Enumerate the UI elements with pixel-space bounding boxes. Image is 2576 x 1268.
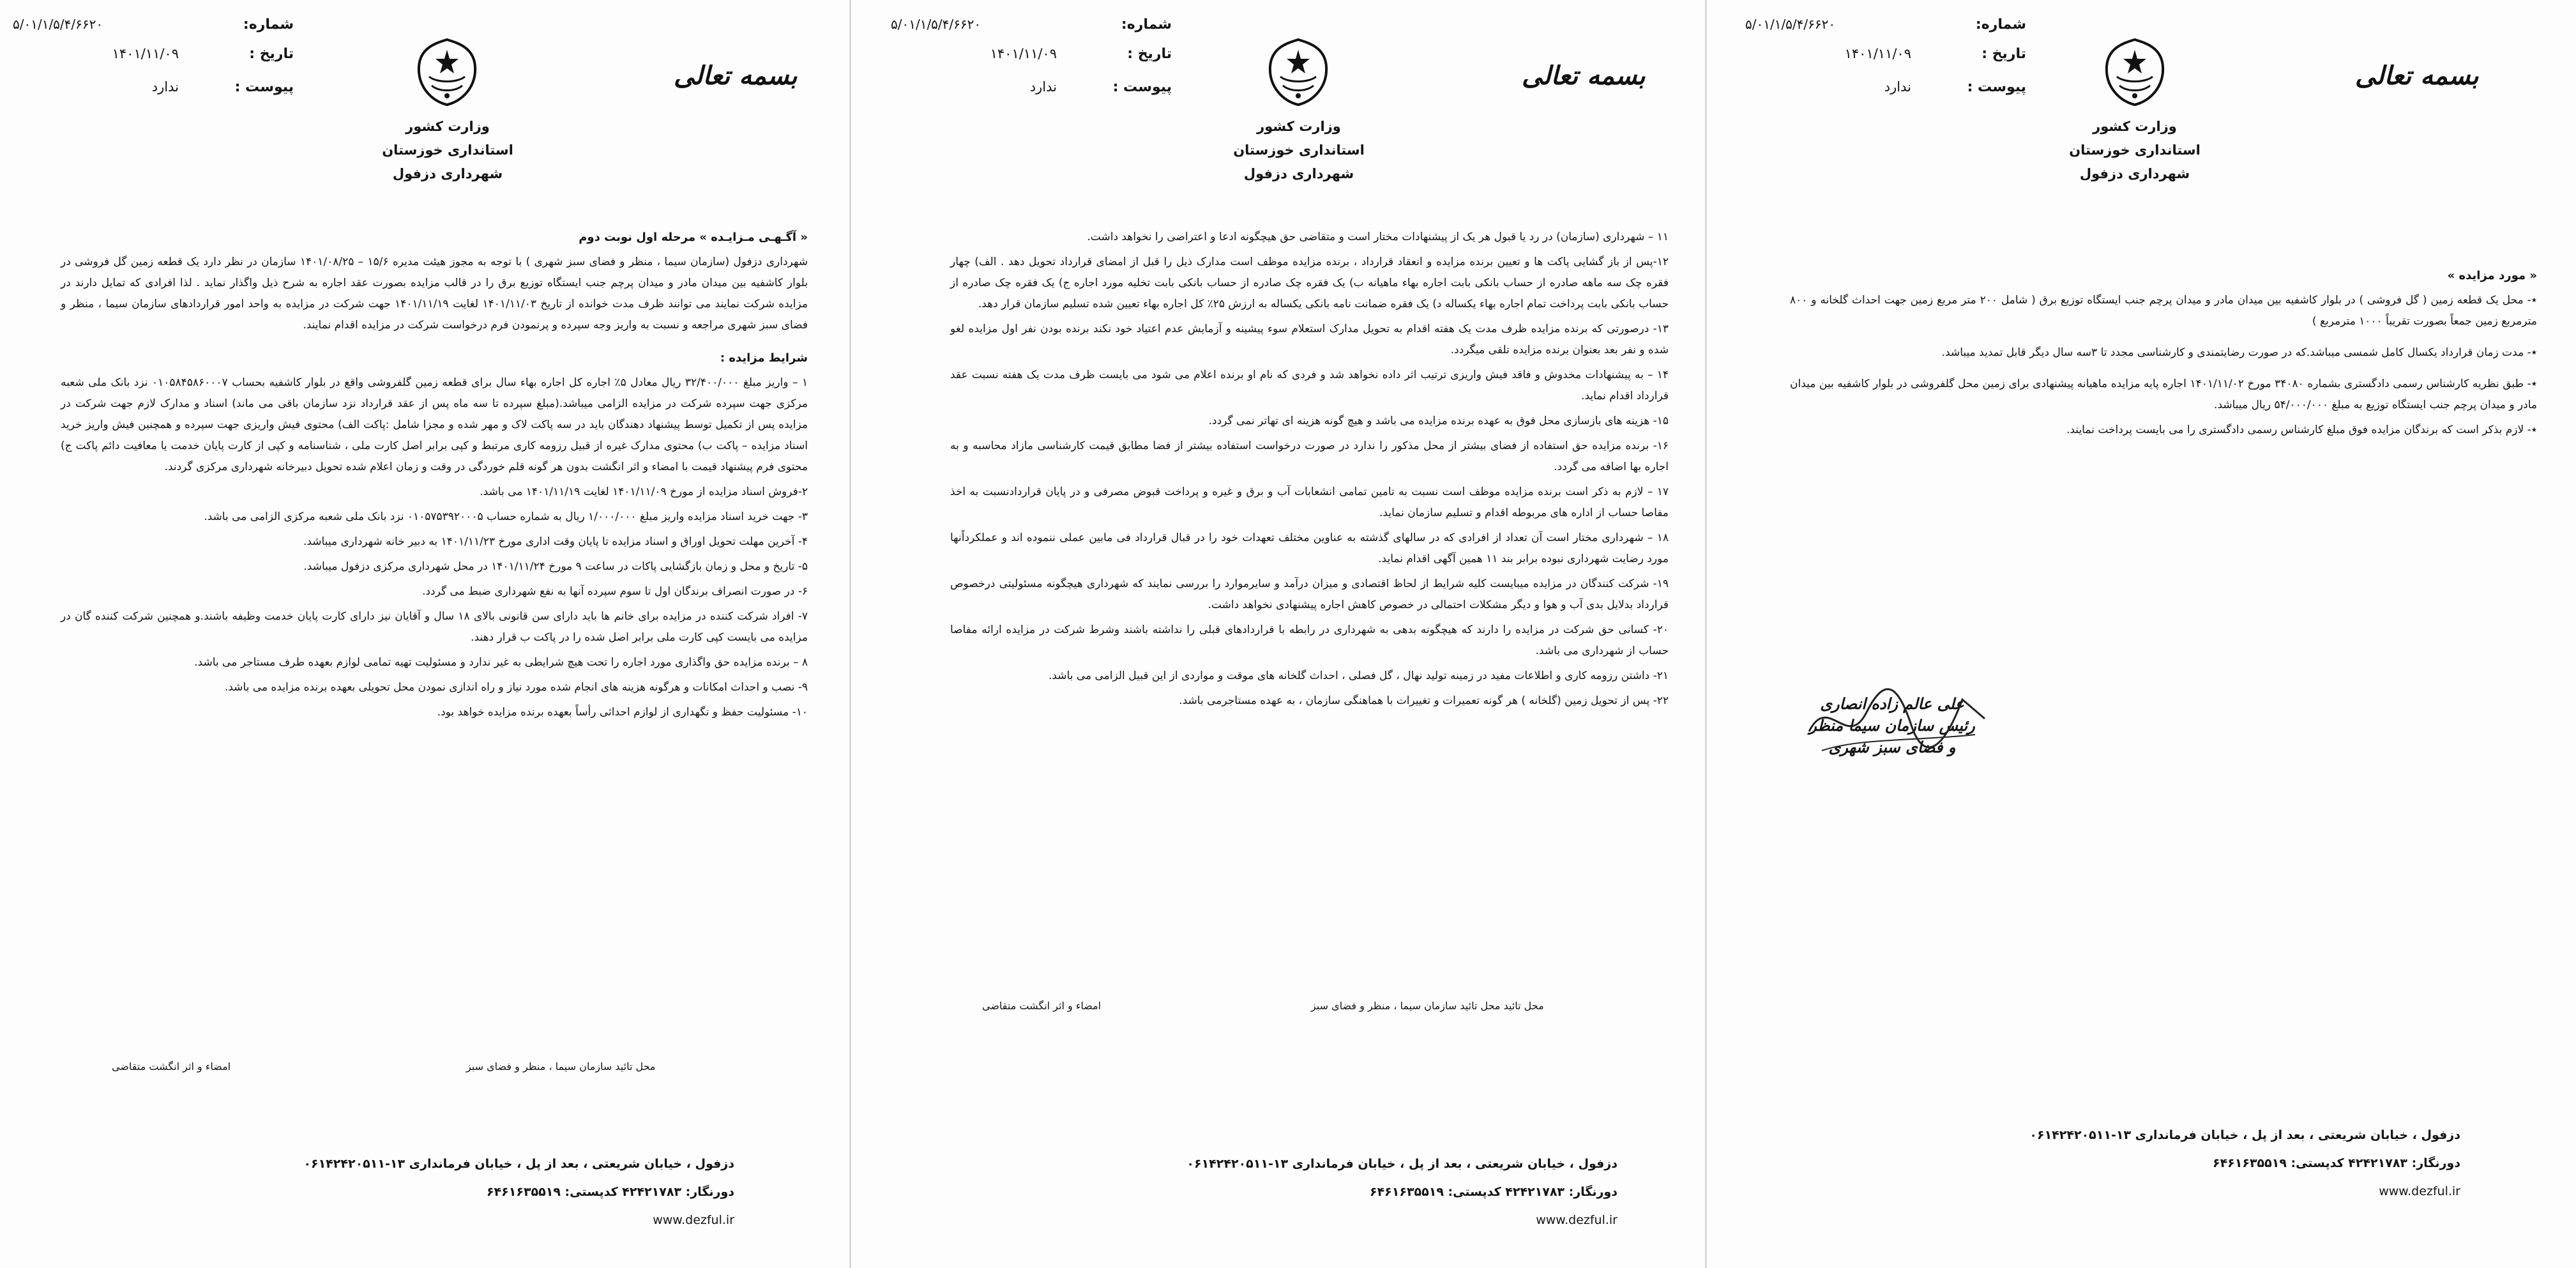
notice-body: [1790, 265, 2537, 445]
ministry-line: شهرداری دزفول: [2079, 166, 2190, 181]
municipality-emblem-icon: [2103, 37, 2167, 107]
number-label: شماره:: [1975, 16, 2026, 33]
notice-heading: « آگـهـی مـزایـده » مرحله اول نوبت دوم: [579, 231, 808, 244]
condition-item: ۱ – واریز مبلغ ۳۲/۴۰۰/۰۰۰ ریال معادل ۵٪ اجاره کل اجاره بهاء سال برای قطعه زمین گلفروشی واقع در بلوار کاشفیه بحساب ۰۱۰۵۸۴۵۸۶۰۰۰۷ نزد بانک ملی شعبه مرکزی جهت سپرده شرکت در مزایده الزامی میباشد.(مبلغ سپرده تا سه ماه پس از عقد قرارداد نزد سازمان باقی می ماند) اسناد و مدارک لازم جهت شرکت در مزایده پس از تکمیل توسط پیشنهاد دهندگان باید در سه پاکت لاک و مهر شده و مجزا شامل :پاکت الف) محتوی فیش واریزی جهت سپرده و همچنین فیش واریز خرید اسناد مزایده – پاکت ب) محتوی مدارک غیره از قبیل رزومه کاری مرتبط و کپی برابر اصل کارت ملی ، شناسنامه و کپی از کارت پایان خدمت یا معافیت دائم پاکت ج) محتوی فرم پیشنهاد قیمت با امضاء و اثر انگشت بدون هر گونه قلم خوردگی در وقت و زمان اعلام شده تحویل دبیرخانه شهرداری مرکزی گردند.: [61, 376, 808, 473]
date-label: تاریخ :: [1127, 45, 1172, 62]
reference-number: ۵/۰۱/۱/۵/۴/۶۶۲۰: [1745, 17, 1836, 32]
subject-item: ٭- طبق نظریه کارشناس رسمی دادگستری بشماره ۳۴۰۸۰ مورخ ۱۴۰۱/۱۱/۰۲ اجاره پایه مزایده ماهیانه پیشنهادی برای زمین محل گلفروشی در بلوار کاشفیه بین میدان مادر و میدان پرچم جنب ایستگاه توزیع به مبلغ ۵۴/۰۰۰/۰۰۰ ریال میباشد.: [1790, 378, 2537, 411]
footer-address: دزفول ، خیابان شریعتی ، بعد از پل ، خیابان فرمانداری ۱۳-۰۶۱۴۲۴۲۰۵۱۱: [303, 1157, 734, 1171]
applicant-signature-place: امضاء و اثر انگشت متقاضی: [982, 1000, 1102, 1012]
date-value: ۱۴۰۱/۱۱/۰۹: [1844, 46, 1911, 61]
meta-attach-row: [13, 70, 294, 103]
ministry-block: [368, 115, 527, 186]
meta-number-row: [891, 11, 1172, 37]
condition-item: ۱۹- شرکت کنندگان در مزایده میبایست کلیه شرایط از لحاظ اقتصادی و میزان درآمد و سایرموارد را بررسی نمایند که شهرداری هیچگونه مسئولیتی درخصوص قرارداد بدلایل بدی آب و هوا و دیگر مشکلات احتمالی در خصوص کاهش اجاره پیشنهادی نخواهد داشت.: [950, 577, 1669, 611]
number-label: شماره:: [243, 16, 294, 33]
condition-item: ۹- نصب و احداث امکانات و هرگونه هزینه های انجام شده مورد نیاز و راه اندازی نمودن محل تحویلی بعهده برنده مزایده می باشد.: [224, 681, 808, 694]
meta-attach-row: [1745, 70, 2026, 103]
date-label: تاریخ :: [249, 45, 294, 62]
condition-item: ۱۴ – به پیشنهادات مخدوش و فاقد فیش واریزی ترتیب اثر داده نخواهد شد و فردی که نام او برنده اعلام می شود می بایست ظرف مدت یک هفته نسبت عقد قرارداد اقدام نماید.: [950, 369, 1669, 402]
condition-item: ۲۱- داشتن رزومه کاری و اطلاعات مفید در زمینه تولید نهال ، گل فصلی ، احداث گلخانه های موقت و مواردی از این قبیل الزامی می باشد.: [1048, 669, 1669, 682]
meta-attach-row: [891, 70, 1172, 103]
basmala: بسمه تعالی: [674, 61, 798, 91]
subject-item: ٭- لازم بذکر است که برندگان مزایده فوق مبلغ کارشناس رسمی دادگستری را می بایست پرداخت نمایند.: [2066, 424, 2537, 436]
condition-item: ۱۳- درصورتی که برنده مزایده ظرف مدت یک هفته اقدام به تحویل مدارک استعلام سوء پیشینه و آزمایش عدم اعتیاد خود نکند برنده بودن نفر اول مزایده لغو شده و نفر بعد بعنوان برنده مزایده تلقی میگردد.: [950, 323, 1669, 356]
condition-item: ۷- افراد شرکت کننده در مزایده برای خانم ها باید دارای سن قانونی بالای ۱۸ سال و آقایان نیز دارای کارت پایان خدمت وظیفه باشند.و همچنین شرکت کننده گان در مزایده می بایست کپی کارت ملی برابر اصل شده را در پاکت ب قرار دهند.: [61, 610, 808, 644]
reference-number: ۵/۰۱/۱/۵/۴/۶۶۲۰: [891, 17, 981, 32]
condition-item: ۱۱ – شهرداری (سازمان) در رد یا قبول هر یک از پیشنهادات مختار است و متقاضی حق هیچگونه ادعا و اعتراضی را نخواهد داشت.: [1087, 231, 1669, 243]
attachment-label: پیوست :: [1112, 79, 1172, 95]
ministry-line: وزارت کشور: [1257, 119, 1341, 134]
footer-website: www.dezful.ir: [2379, 1184, 2460, 1198]
basmala: بسمه تعالی: [1522, 61, 1646, 91]
condition-item: ۵- تاریخ و محل و زمان بازگشایی پاکات در ساعت ۹ مورخ ۱۴۰۱/۱۱/۲۴ در محل شهرداری مرکزی دزفول میباشد.: [303, 560, 808, 573]
meta-number-row: [13, 11, 294, 37]
footer-address: دزفول ، خیابان شریعتی ، بعد از پل ، خیابان فرمانداری ۱۳-۰۶۱۴۲۴۲۰۵۱۱: [2029, 1128, 2460, 1142]
ministry-line: وزارت کشور: [2093, 119, 2177, 134]
attachment-value: ندارد: [1884, 79, 1911, 95]
condition-item: ۱۵- هزینه های بازسازی محل فوق به عهده برنده مزایده می باشد و هیچ گونه هزینه ای تهاتر نمی گردد.: [1208, 415, 1669, 427]
date-value: ۱۴۰۱/۱۱/۰۹: [112, 46, 179, 61]
condition-item: ۸ – برنده مزایده حق واگذاری مورد اجاره را تحت هیچ شرایطی به غیر ندارد و مسئولیت تهیه تمامی لوازم بعهده طرف مستاجر می باشد.: [194, 656, 808, 669]
condition-item: ۶- در صورت انصراف برندگان اول تا سوم سپرده آنها به نفع شهرداری ضبط می گردد.: [422, 585, 808, 598]
page-footer: [1056, 1150, 1618, 1234]
footer-address: دزفول ، خیابان شریعتی ، بعد از پل ، خیابان فرمانداری ۱۳-۰۶۱۴۲۴۲۰۵۱۱: [1186, 1157, 1618, 1171]
date-value: ۱۴۰۱/۱۱/۰۹: [990, 46, 1057, 61]
page-1: [0, 0, 849, 1268]
condition-item: ۱۶- برنده مزایده حق استفاده از فضای بیشتر از محل مذکور را ندارد در صورت درخواست استفاده بیشتر از فضا مطابق قیمت کارشناسی مازاد محاسبه و به اجاره بها اضافه می گردد.: [950, 439, 1669, 473]
handwritten-signature-icon: [1803, 674, 1994, 770]
notice-body: [61, 227, 808, 727]
condition-item: ۱۸ – شهرداری مختار است آن تعداد از افرادی که در سالهای گذشته به عناوین مختلف تعهدات خود را در قبال قرارداد فی مابین عملی ننموده اند و عملکرداًنها مورد رضایت شهرداری نبوده برابر بند ۱۱ همین آگهی اقدام نماید.: [950, 531, 1669, 565]
subject-item: ٭- مدت زمان قرارداد یکسال کامل شمسی میباشد.که در صورت رضایتمندی و کارشناسی مجدد تا ۳سه سال دیگر قابل تمدید میباشد.: [1941, 346, 2537, 359]
number-label: شماره:: [1121, 16, 1172, 33]
footer-website: www.dezful.ir: [1536, 1213, 1618, 1227]
date-label: تاریخ :: [1981, 45, 2026, 62]
attachment-label: پیوست :: [234, 79, 294, 95]
letter-meta: [13, 11, 294, 103]
ministry-line: شهرداری دزفول: [1243, 166, 1354, 181]
signatory-title: و فضای سبز شهری: [1828, 738, 1956, 756]
condition-item: ۱۲-پس از باز گشایی پاکت ها و تعیین برنده مزایده و انعقاد قرارداد ، برنده مزایده موظف است مدارک ذیل را قبل از امضای قرارداد تحویل دهد . الف) چهار فقره چک سه ماهه صادره از حساب بانکی بابت اجاره بهاء ماهیانه ب) یک فقره چک صادره از حساب بانکی بابت تخلیه مورد اجاره ج) یک فقره چک صادره از حساب بانکی بابت پرداخت تمام اجاره بهاء یکساله د) یک فقره ضمانت نامه بانکی یکساله به ارزش ۲۵٪ کل اجاره بهاء تعیین شده تسلیم سازمان قرار دهد.: [950, 256, 1669, 310]
municipality-emblem-icon: [415, 37, 479, 107]
footer-website: www.dezful.ir: [653, 1213, 734, 1227]
meta-date-row: [1745, 37, 2026, 70]
footer-fax: دورنگار: ۴۲۴۲۱۷۸۳ کدپستی: ۶۴۶۱۶۳۵۵۱۹: [2212, 1156, 2460, 1170]
footer-fax: دورنگار: ۴۲۴۲۱۷۸۳ کدپستی: ۶۴۶۱۶۳۵۵۱۹: [486, 1185, 734, 1199]
signatory-title: رئیس سازمان سیما منظر: [1809, 716, 1975, 735]
ministry-block: [1219, 115, 1379, 186]
attachment-label: پیوست :: [1967, 79, 2026, 95]
attachment-value: ندارد: [151, 79, 179, 95]
ministry-block: [2055, 115, 2215, 186]
notice-intro: شهرداری دزفول (سازمان سیما ، منظر و فضای سبز شهری ) با توجه به مجوز هیئت مدیره ۱۵/۶ – ۱۴۰۱/۰۸/۲۵ سازمان در نظر دارد یک قطعه زمین گل فروشی در بلوار کاشفیه بین میدان مادر و میدان پرچم جنب ایستگاه توزیع برق را در قالب مزایده بصورت عقد اجاره به شرح ذیل واگذار نماید . لذا افرادی که تمایل دارند در مزایده شرکت نمایند می توانند ظرف مدت خوانده از تاریخ ۱۴۰۱/۱۱/۰۳ لغایت ۱۴۰۱/۱۱/۱۹ جهت شرکت در مزایده به واحد امور قراردادهای سازمان سیما ، منظر و فضای سبز شهری مراجعه و نسبت به واریز وجه سپرده و پرنمودن فرم درخواست شرکت در مزایده اقدام نمایند.: [61, 256, 808, 332]
applicant-signature-place: امضاء و اثر انگشت متقاضی: [112, 1060, 231, 1073]
letter-meta: [891, 11, 1172, 103]
letter-meta: [1745, 11, 2026, 103]
meta-date-row: [13, 37, 294, 70]
ministry-line: استانداری خوزستان: [1233, 142, 1365, 158]
ministry-line: شهرداری دزفول: [392, 166, 503, 181]
notice-heading: « مورد مزایده »: [2447, 269, 2537, 282]
ministry-line: وزارت کشور: [405, 119, 490, 134]
conditions-heading: شرایط مزایده :: [720, 351, 808, 365]
meta-date-row: [891, 37, 1172, 70]
reference-number: ۵/۰۱/۱/۵/۴/۶۶۲۰: [13, 17, 103, 32]
condition-item: ۲-فروش اسناد مزایده از مورخ ۱۴۰۱/۱۱/۰۹ لغایت ۱۴۰۱/۱۱/۱۹ می باشد.: [480, 485, 808, 498]
condition-item: ۱۰- مسئولیت حفظ و نگهداری از لوازم احداثی رأساً بعهده برنده مزایده خواهد بود.: [437, 706, 808, 719]
condition-item: ۲۲- پس از تحویل زمین (گلخانه ) هر گونه تعمیرات و تغییرات با هماهنگی سازمان ، به عهده مستاجرمی باشد.: [1179, 694, 1669, 707]
ministry-line: استانداری خوزستان: [2069, 142, 2201, 158]
page-footer: [1898, 1121, 2460, 1205]
page-footer: [96, 1150, 734, 1234]
municipality-emblem-icon: [1266, 37, 1330, 107]
ministry-line: استانداری خوزستان: [382, 142, 513, 158]
condition-item: ۳- جهت خرید اسناد مزایده واریز مبلغ ۱/۰۰۰/۰۰۰ ریال به شماره حساب ۰۱۰۵۷۵۳۹۲۰۰۰۵ نزد بانک ملی شعبه مرکزی الزامی می باشد.: [204, 510, 808, 523]
page-2: [849, 0, 1705, 1268]
signatory-name: علی عالم زاده انصاری: [1820, 694, 1964, 713]
attachment-value: ندارد: [1029, 79, 1057, 95]
condition-item: ۴- آخرین مهلت تحویل اوراق و اسناد مزایده تا پایان وقت اداری مورخ ۱۴۰۱/۱۱/۲۳ به دبیر خانه شهرداری میباشد.: [303, 535, 808, 548]
meta-number-row: [1745, 11, 2026, 37]
approval-signature-place: محل تائید محل تائید سازمان سیما ، منظر و فضای سبز: [1311, 1000, 1544, 1012]
notice-body: [950, 227, 1669, 715]
condition-item: ۲۰- کسانی حق شرکت در مزایده را دارند که هیچگونه بدهی به شهرداری در رابطه با قراردادهای قبلی را نداشته باشند وشرط شرکت در مزایده ارائه مفاصا حساب از شهرداری می باشد.: [950, 623, 1669, 657]
condition-item: ۱۷ – لازم به ذکر است برنده مزایده موظف است نسبت به تامین تمامی انشعابات آب و برق و غیره و پرداخت قبوض مصرفی و در پایان قراردادنسبت به اخذ مفاصا حساب از اداره های مربوطه اقدام و تسلیم سازمان نماید.: [950, 485, 1669, 519]
approval-signature-place: محل تائید سازمان سیما ، منظر و فضای سبز: [466, 1060, 656, 1073]
footer-fax: دورنگار: ۴۲۴۲۱۷۸۳ کدپستی: ۶۴۶۱۶۳۵۵۱۹: [1369, 1185, 1618, 1199]
basmala: بسمه تعالی: [2355, 61, 2479, 91]
page-3: [1705, 0, 2576, 1268]
subject-item: ٭- محل یک قطعه زمین ( گل فروشی ) در بلوار کاشفیه بین میدان مادر و میدان پرچم جنب ایستگاه توزیع برق ( شامل ۲۰۰ متر مربع زمین جهت احداث گلخانه و ۸۰۰ مترمربع زمین جمعاً بصورت تقریباً ۱۰۰۰ مترمربع ): [1790, 294, 2537, 328]
